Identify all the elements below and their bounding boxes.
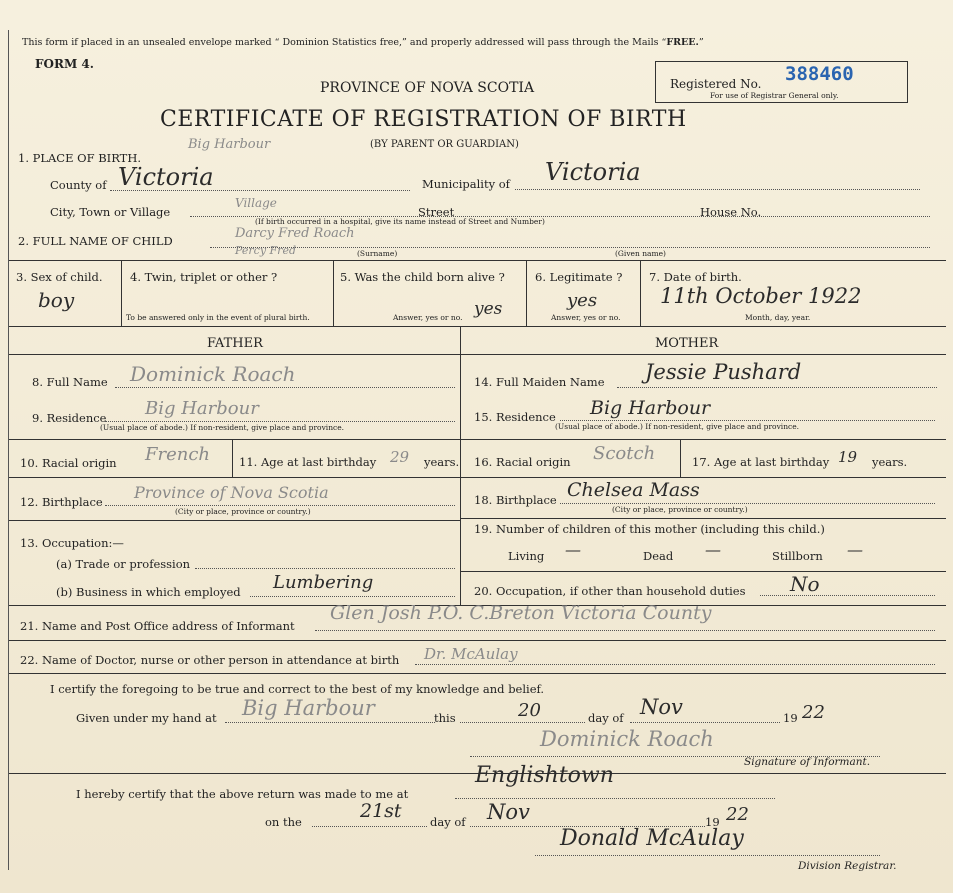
mother-birthplace-label: 18. Birthplace [474, 493, 557, 507]
father-residence-line [105, 421, 455, 422]
parents-heading-rule [8, 354, 946, 355]
father-birthplace-note: (City or place, province or country.) [175, 507, 311, 516]
certify-month: Nov [640, 695, 683, 719]
row3-divider [121, 261, 122, 326]
mother-birthplace-line [560, 503, 935, 504]
province-heading: PROVINCE OF NOVA SCOTIA [320, 80, 535, 96]
legitimate-label: 6. Legitimate ? [535, 270, 623, 284]
mother-children-label: 19. Number of children of this mother (including this child.) [474, 522, 825, 536]
mother-racial-label: 16. Racial origin [474, 455, 571, 469]
place-of-birth-label: 1. PLACE OF BIRTH. [18, 151, 142, 165]
page-title: CERTIFICATE OF REGISTRATION OF BIRTH [160, 107, 687, 132]
alive-label: 5. Was the child born alive ? [340, 270, 505, 284]
county-line [110, 190, 410, 191]
registrar-day: 21st [360, 800, 402, 822]
county-value: Victoria [118, 163, 214, 191]
surname-caption: (Surname) [357, 249, 398, 258]
father-name-value: Dominick Roach [130, 362, 296, 386]
form-number: FORM 4. [35, 57, 94, 71]
registrar-place-line [455, 798, 775, 799]
doctor-rule [8, 673, 946, 674]
city-value: Village [235, 196, 277, 210]
certify-year: 22 [802, 702, 825, 723]
registrar-day-of: day of [430, 815, 466, 829]
stillborn-label: Stillborn [772, 549, 823, 563]
sex-value: boy [38, 288, 75, 312]
registrar-signature-caption: Division Registrar. [798, 860, 897, 872]
mother-age-divider [680, 440, 681, 477]
informant-rule [8, 640, 946, 641]
given-label: Given under my hand at [76, 711, 217, 725]
certify-day-of: day of [588, 711, 624, 725]
informant-signature: Dominick Roach [540, 727, 714, 751]
sex-label: 3. Sex of child. [16, 270, 103, 284]
father-occupation-label: 13. Occupation:— [20, 536, 124, 550]
stillborn-value: — [847, 540, 863, 559]
business-value: Lumbering [273, 572, 374, 593]
mother-residence-line [560, 420, 935, 421]
certify-day-line [460, 722, 585, 723]
mother-birthplace-note: (City or place, province or country.) [612, 505, 748, 514]
mother-occupation-line [760, 595, 935, 596]
father-racial-value: French [145, 444, 211, 465]
father-birthplace-line [105, 505, 455, 506]
given-place: Big Harbour [242, 696, 375, 720]
father-heading: FATHER [207, 336, 263, 351]
given-name-caption: (Given name) [615, 249, 666, 258]
page-subtitle: (BY PARENT OR GUARDIAN) [370, 139, 519, 150]
doctor-value: Dr. McAulay [424, 645, 518, 663]
house-label: House No. [700, 205, 762, 219]
registrar-month: Nov [487, 800, 530, 824]
left-border [8, 30, 9, 870]
father-name-label: 8. Full Name [32, 375, 108, 389]
municipality-value: Victoria [545, 158, 641, 186]
certify-statement: I certify the foregoing to be true and correct to the best of my knowledge and belief. [50, 682, 545, 696]
dead-value: — [705, 540, 721, 559]
mother-occupation-label: 20. Occupation, if other than household duties [474, 584, 746, 598]
informant-value: Glen Josh P.O. C.Breton Victoria County [330, 602, 712, 624]
registrar-year-prefix: 19 [705, 815, 720, 829]
hospital-note: (If birth occurred in a hospital, give its name instead of Street and Number) [255, 217, 545, 226]
alive-note: Answer, yes or no. [393, 313, 463, 322]
twin-label: 4. Twin, triplet or other ? [130, 270, 278, 284]
living-label: Living [508, 549, 545, 563]
certify-year-prefix: 19 [783, 711, 798, 725]
mother-age-years: years. [872, 455, 908, 469]
father-birthplace-value: Province of Nova Scotia [134, 483, 329, 502]
mother-name-value: Jessie Pushard [645, 360, 802, 384]
legitimate-note: Answer, yes or no. [551, 313, 621, 322]
father-residence-value: Big Harbour [145, 398, 259, 419]
mother-birthplace-value: Chelsea Mass [567, 479, 700, 501]
registered-number: 388460 [785, 63, 854, 85]
given-place-line [225, 722, 435, 723]
registrar-year: 22 [726, 804, 749, 825]
mother-rule [460, 518, 946, 519]
registrar-use-note: For use of Registrar General only. [710, 91, 839, 100]
mother-residence-value: Big Harbour [590, 397, 711, 419]
father-birthplace-label: 12. Birthplace [20, 495, 103, 509]
mail-notice: This form if placed in an unsealed envelope marked “ Dominion Statistics free,” and properly addressed will pass through the Mails “FREE.” [22, 37, 704, 48]
county-label: County of [50, 178, 107, 192]
municipality-line [515, 189, 920, 190]
row3-bottom-rule [8, 326, 946, 327]
date-label: 7. Date of birth. [649, 270, 742, 284]
child-name-label: 2. FULL NAME OF CHILD [18, 234, 173, 248]
mother-racial-value: Scotch [593, 443, 656, 464]
mother-occupation-value: No [790, 572, 820, 596]
mother-residence-note: (Usual place of abode.) If non-resident, give place and province. [555, 422, 800, 431]
child-name-alt: Percy Fred [235, 244, 296, 257]
mother-rule [460, 571, 946, 572]
doctor-label: 22. Name of Doctor, nurse or other person in attendance at birth [20, 653, 400, 667]
father-age-label: 11. Age at last birthday [239, 455, 377, 469]
trade-label: (a) Trade or profession [56, 557, 191, 571]
trade-line [195, 568, 455, 569]
municipality-label: Municipality of [422, 177, 510, 191]
child-name-line [210, 247, 930, 248]
registrar-on-the: on the [265, 815, 302, 829]
street-label: Street [418, 205, 455, 219]
mother-name-line [617, 387, 937, 388]
father-residence-label: 9. Residence [32, 411, 107, 425]
father-residence-note: (Usual place of abode.) If non-resident, give place and province. [100, 423, 345, 432]
living-value: — [565, 540, 581, 559]
mother-heading: MOTHER [655, 336, 719, 351]
mother-name-label: 14. Full Maiden Name [474, 375, 605, 389]
father-rule [8, 439, 460, 440]
registered-label: Registered No. [670, 77, 762, 91]
mother-rule [460, 439, 946, 440]
row3-top-rule [8, 260, 946, 261]
certify-month-line [630, 722, 780, 723]
business-line [250, 596, 455, 597]
doctor-line [415, 664, 935, 665]
registrar-signature-line [535, 855, 880, 856]
mother-age-value: 19 [838, 448, 858, 466]
this-label: this [434, 711, 456, 725]
informant-signature-caption: Signature of Informant. [744, 756, 871, 768]
place-of-birth-value: Big Harbour [188, 137, 271, 152]
informant-label: 21. Name and Post Office address of Informant [20, 619, 295, 633]
father-age-years: years. [424, 455, 460, 469]
father-age-divider [232, 440, 233, 477]
mother-residence-label: 15. Residence [474, 410, 556, 424]
registrar-place: Englishtown [475, 763, 614, 788]
child-name-value: Darcy Fred Roach [235, 226, 355, 241]
date-note: Month, day, year. [745, 313, 811, 322]
registrar-statement: I hereby certify that the above return was made to me at [76, 787, 409, 801]
father-racial-label: 10. Racial origin [20, 456, 117, 470]
row3-divider [640, 261, 641, 326]
legitimate-value: yes [567, 290, 598, 311]
registrar-day-line [312, 826, 427, 827]
father-rule [8, 477, 460, 478]
parents-divider [460, 327, 461, 605]
father-age-value: 29 [390, 448, 410, 466]
city-label: City, Town or Village [50, 205, 171, 219]
certify-day: 20 [518, 700, 541, 721]
father-name-line [115, 387, 455, 388]
business-label: (b) Business in which employed [56, 585, 241, 599]
registrar-signature: Donald McAulay [560, 826, 744, 851]
alive-value: yes [474, 299, 503, 319]
father-rule [8, 520, 460, 521]
mother-age-label: 17. Age at last birthday [692, 455, 830, 469]
twin-note: To be answered only in the event of plural birth. [126, 313, 310, 322]
row3-divider [333, 261, 334, 326]
mother-rule [460, 477, 946, 478]
dead-label: Dead [643, 549, 674, 563]
informant-line [315, 630, 935, 631]
row3-divider [526, 261, 527, 326]
date-value: 11th October 1922 [660, 284, 862, 308]
